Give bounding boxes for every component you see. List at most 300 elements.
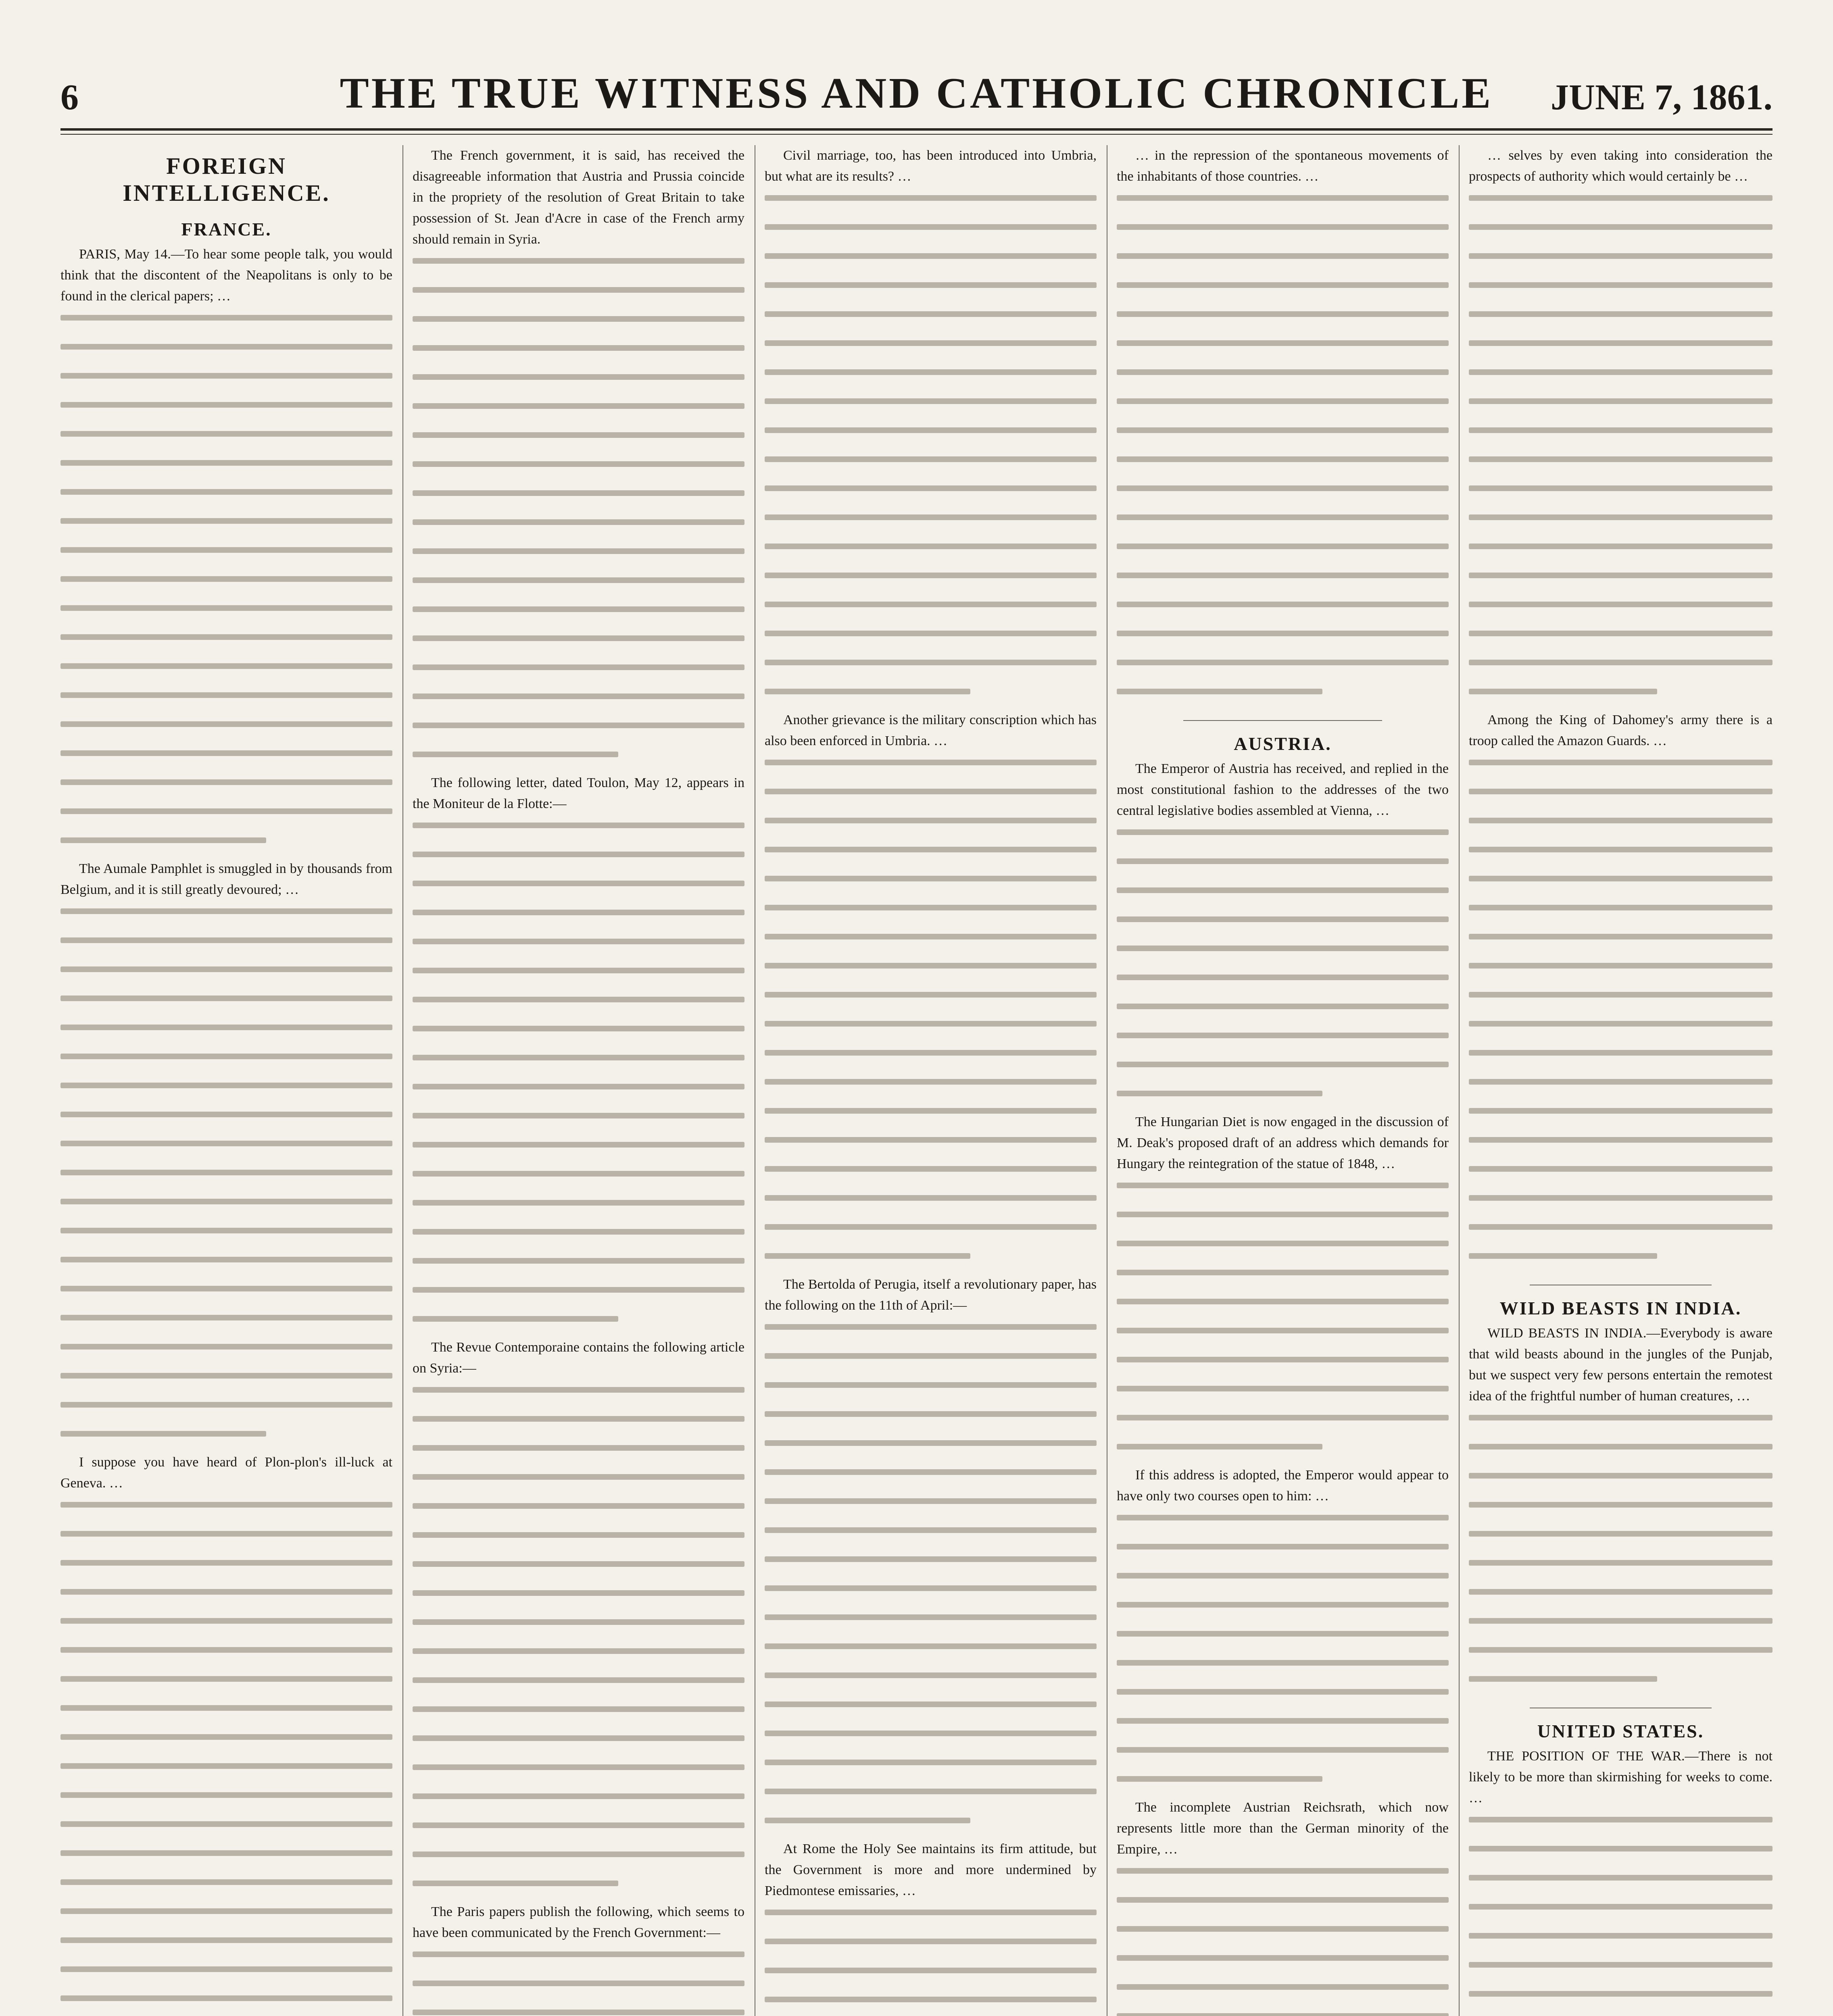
text-line-placeholder bbox=[413, 968, 744, 989]
text-line-placeholder bbox=[1117, 1241, 1449, 1262]
text-line-placeholder bbox=[765, 485, 1097, 506]
text-line-placeholder bbox=[1117, 1091, 1449, 1112]
text-line-placeholder bbox=[60, 692, 392, 713]
column-1 bbox=[60, 145, 392, 2016]
text-line-placeholder bbox=[60, 634, 392, 655]
text-line-placeholder bbox=[765, 1166, 1097, 1187]
page-number: 6 bbox=[60, 77, 79, 117]
article-paragraph: WILD BEASTS IN INDIA.—Everybody is aware that wild beasts abound in the jungles of the Punjab, but we suspect very few persons entertain the remotest idea of the frightful number of human creatures, … bbox=[1469, 1326, 1773, 1404]
text-line-placeholder bbox=[1469, 456, 1773, 477]
text-line-placeholder bbox=[765, 1643, 1097, 1664]
text-line-placeholder bbox=[1117, 2013, 1449, 2016]
text-line-placeholder bbox=[765, 456, 1097, 477]
column-divider bbox=[402, 145, 403, 2016]
text-line-placeholder bbox=[413, 1619, 744, 1640]
text-line-placeholder bbox=[413, 1764, 744, 1785]
text-line-placeholder bbox=[765, 602, 1097, 623]
text-line-placeholder bbox=[1117, 1689, 1449, 1710]
text-line-placeholder bbox=[60, 808, 392, 829]
text-line-placeholder bbox=[1117, 456, 1449, 477]
text-line-placeholder bbox=[1469, 1166, 1773, 1187]
text-line-placeholder bbox=[1469, 760, 1773, 781]
text-line-placeholder bbox=[413, 694, 744, 714]
text-line-placeholder bbox=[1469, 485, 1773, 506]
text-line-placeholder bbox=[1469, 1817, 1773, 1838]
text-line-placeholder bbox=[60, 315, 392, 336]
text-line-placeholder bbox=[1117, 916, 1449, 937]
text-line-placeholder bbox=[1469, 992, 1773, 1013]
text-line-placeholder bbox=[60, 1502, 392, 1523]
text-line-placeholder bbox=[413, 1503, 744, 1524]
text-line-placeholder bbox=[765, 1440, 1097, 1461]
text-line-placeholder bbox=[765, 1672, 1097, 1693]
text-line-placeholder bbox=[1469, 660, 1773, 681]
text-line-placeholder bbox=[413, 1171, 744, 1192]
text-line-placeholder bbox=[1117, 544, 1449, 564]
text-line-placeholder bbox=[1469, 1991, 1773, 2012]
text-line-placeholder bbox=[765, 818, 1097, 839]
text-line-placeholder bbox=[413, 258, 744, 279]
column-2 bbox=[413, 145, 744, 2016]
text-line-placeholder bbox=[1469, 1962, 1773, 1983]
text-line-placeholder bbox=[765, 660, 1097, 681]
text-line-placeholder bbox=[1117, 1897, 1449, 1918]
text-line-placeholder bbox=[765, 963, 1097, 984]
text-line-placeholder bbox=[60, 1966, 392, 1987]
text-line-placeholder bbox=[1469, 224, 1773, 245]
text-line-placeholder bbox=[60, 966, 392, 987]
text-line-placeholder bbox=[765, 1498, 1097, 1519]
text-line-placeholder bbox=[413, 1229, 744, 1250]
text-line-placeholder bbox=[1469, 1444, 1773, 1465]
text-line-placeholder bbox=[60, 1344, 392, 1365]
text-line-placeholder bbox=[413, 461, 744, 482]
text-line-placeholder bbox=[1117, 1415, 1449, 1436]
text-line-placeholder bbox=[765, 427, 1097, 448]
text-line-placeholder bbox=[1117, 1270, 1449, 1291]
text-line-placeholder bbox=[1469, 1875, 1773, 1896]
text-line-placeholder bbox=[1117, 340, 1449, 361]
column-5 bbox=[1469, 145, 1773, 2016]
text-line-placeholder bbox=[1469, 1253, 1773, 1274]
text-line-placeholder bbox=[1117, 1955, 1449, 1976]
text-line-placeholder bbox=[765, 1224, 1097, 1245]
text-line-placeholder bbox=[413, 1706, 744, 1727]
text-line-placeholder bbox=[413, 606, 744, 627]
text-line-placeholder bbox=[1117, 1776, 1449, 1797]
text-line-placeholder bbox=[60, 1705, 392, 1726]
text-line-placeholder bbox=[1117, 253, 1449, 274]
article-paragraph: The Emperor of Austria has received, and replied in the most constitutional fashion to the addresses of the two central legislative bodies assembled at Vienna, … bbox=[1117, 761, 1449, 818]
text-line-placeholder bbox=[1117, 485, 1449, 506]
text-line-placeholder bbox=[60, 518, 392, 539]
text-line-placeholder bbox=[413, 1287, 744, 1308]
text-line-placeholder bbox=[1469, 602, 1773, 623]
text-line-placeholder bbox=[1469, 1050, 1773, 1071]
text-line-placeholder bbox=[1117, 224, 1449, 245]
text-line-placeholder bbox=[765, 789, 1097, 810]
text-line-placeholder bbox=[413, 519, 744, 540]
text-line-placeholder bbox=[60, 605, 392, 626]
text-line-placeholder bbox=[1469, 369, 1773, 390]
article-paragraph: I suppose you have heard of Plon-plon's ill-luck at Geneva. … bbox=[60, 1455, 392, 1491]
text-line-placeholder bbox=[1117, 311, 1449, 332]
text-line-placeholder bbox=[60, 576, 392, 597]
text-line-placeholder bbox=[60, 1286, 392, 1307]
text-line-placeholder bbox=[1117, 1602, 1449, 1623]
text-line-placeholder bbox=[60, 1199, 392, 1220]
text-line-placeholder bbox=[413, 548, 744, 569]
text-line-placeholder bbox=[1117, 1328, 1449, 1349]
text-line-placeholder bbox=[60, 489, 392, 510]
text-line-placeholder bbox=[413, 1590, 744, 1611]
text-line-placeholder bbox=[1469, 934, 1773, 955]
text-line-placeholder bbox=[1469, 253, 1773, 274]
text-line-placeholder bbox=[413, 664, 744, 685]
text-line-placeholder bbox=[1117, 1926, 1449, 1947]
text-line-placeholder bbox=[60, 1618, 392, 1639]
text-line-placeholder bbox=[60, 1647, 392, 1668]
text-line-placeholder bbox=[413, 1648, 744, 1669]
text-line-placeholder bbox=[1117, 369, 1449, 390]
text-line-placeholder bbox=[413, 287, 744, 308]
text-line-placeholder bbox=[1117, 514, 1449, 535]
text-line-placeholder bbox=[1469, 1415, 1773, 1436]
text-line-placeholder bbox=[413, 1677, 744, 1698]
text-line-placeholder bbox=[765, 573, 1097, 594]
subsection-heading: FRANCE. bbox=[181, 219, 272, 240]
text-line-placeholder bbox=[413, 1142, 744, 1163]
article-paragraph: The Hungarian Diet is now engaged in the discussion of M. Deak's proposed draft of an address which demands for Hungary the reintegration of the statue of 1848, … bbox=[1117, 1114, 1449, 1171]
text-line-placeholder bbox=[60, 1315, 392, 1336]
text-line-placeholder bbox=[60, 721, 392, 742]
text-line-placeholder bbox=[1469, 1137, 1773, 1158]
text-line-placeholder bbox=[1117, 1357, 1449, 1378]
text-line-placeholder bbox=[1117, 946, 1449, 966]
text-line-placeholder bbox=[60, 1676, 392, 1697]
text-line-placeholder bbox=[765, 876, 1097, 897]
text-line-placeholder bbox=[1469, 963, 1773, 984]
text-line-placeholder bbox=[60, 779, 392, 800]
text-line-placeholder bbox=[765, 1021, 1097, 1042]
text-line-placeholder bbox=[765, 760, 1097, 781]
text-line-placeholder bbox=[765, 847, 1097, 868]
text-line-placeholder bbox=[413, 997, 744, 1018]
text-line-placeholder bbox=[765, 1079, 1097, 1100]
article-paragraph: The Revue Contemporaine contains the following article on Syria:— bbox=[413, 1340, 744, 1376]
text-line-placeholder bbox=[60, 937, 392, 958]
text-line-placeholder bbox=[765, 1050, 1097, 1071]
text-line-placeholder bbox=[1117, 398, 1449, 419]
article-paragraph: The incomplete Austrian Reichsrath, which now represents little more than the German minority of the Empire, … bbox=[1117, 1800, 1449, 1857]
column-3 bbox=[765, 145, 1097, 2016]
text-line-placeholder bbox=[1117, 1660, 1449, 1681]
text-line-placeholder bbox=[1469, 1531, 1773, 1552]
text-line-placeholder bbox=[413, 1316, 744, 1337]
text-line-placeholder bbox=[413, 1084, 744, 1105]
text-line-placeholder bbox=[60, 431, 392, 452]
text-line-placeholder bbox=[1469, 818, 1773, 839]
article-paragraph: Among the King of Dahomey's army there is a troop called the Amazon Guards. … bbox=[1469, 712, 1773, 748]
text-line-placeholder bbox=[60, 1054, 392, 1075]
text-line-placeholder bbox=[1469, 427, 1773, 448]
text-line-placeholder bbox=[60, 1937, 392, 1958]
text-line-placeholder bbox=[413, 1735, 744, 1756]
text-line-placeholder bbox=[60, 1257, 392, 1278]
text-line-placeholder bbox=[765, 1818, 1097, 1839]
text-line-placeholder bbox=[1117, 1515, 1449, 1536]
text-line-placeholder bbox=[1469, 544, 1773, 564]
text-line-placeholder bbox=[1117, 1718, 1449, 1739]
text-line-placeholder bbox=[1469, 789, 1773, 810]
text-line-placeholder bbox=[60, 402, 392, 423]
text-line-placeholder bbox=[1469, 1195, 1773, 1216]
article-paragraph: The Paris papers publish the following, which seems to have been communicated by the French Government:— bbox=[413, 1904, 744, 1940]
masthead-rule bbox=[60, 128, 1773, 131]
article-paragraph: THE POSITION OF THE WAR.—There is not likely to be more than skirmishing for weeks to come. … bbox=[1469, 1749, 1773, 1806]
text-line-placeholder bbox=[765, 1382, 1097, 1403]
text-line-placeholder bbox=[1117, 1033, 1449, 1054]
text-line-placeholder bbox=[765, 1968, 1097, 1989]
text-line-placeholder bbox=[765, 1353, 1097, 1374]
masthead-rule-thin bbox=[60, 134, 1773, 135]
text-line-placeholder bbox=[1469, 905, 1773, 926]
text-line-placeholder bbox=[765, 905, 1097, 926]
text-line-placeholder bbox=[765, 514, 1097, 535]
text-line-placeholder bbox=[1117, 1573, 1449, 1594]
text-line-placeholder bbox=[413, 1200, 744, 1221]
text-line-placeholder bbox=[60, 1821, 392, 1842]
text-line-placeholder bbox=[1117, 1386, 1449, 1407]
text-line-placeholder bbox=[60, 547, 392, 568]
text-line-placeholder bbox=[765, 1556, 1097, 1577]
text-line-placeholder bbox=[1469, 876, 1773, 897]
text-line-placeholder bbox=[60, 460, 392, 481]
text-line-placeholder bbox=[1469, 689, 1773, 710]
text-line-placeholder bbox=[413, 852, 744, 873]
text-line-placeholder bbox=[413, 939, 744, 960]
text-line-placeholder bbox=[60, 996, 392, 1016]
section-heading: FOREIGN INTELLIGENCE. bbox=[123, 153, 330, 206]
text-line-placeholder bbox=[60, 1373, 392, 1394]
text-line-placeholder bbox=[1469, 631, 1773, 652]
article-columns bbox=[60, 145, 1773, 2016]
text-line-placeholder bbox=[60, 663, 392, 684]
article-paragraph: PARIS, May 14.—To hear some people talk, you would think that the discontent of the Neapolitans is only to be found in the clerical papers; … bbox=[60, 247, 392, 304]
text-line-placeholder bbox=[765, 195, 1097, 216]
text-line-placeholder bbox=[60, 1734, 392, 1755]
text-line-placeholder bbox=[765, 992, 1097, 1013]
text-line-placeholder bbox=[1469, 1560, 1773, 1581]
article-paragraph: Another grievance is the military conscription which has also been enforced in Umbria. … bbox=[765, 712, 1097, 748]
text-line-placeholder bbox=[1469, 1108, 1773, 1129]
text-line-placeholder bbox=[413, 752, 744, 773]
text-line-placeholder bbox=[413, 1445, 744, 1466]
text-line-placeholder bbox=[413, 345, 744, 366]
article-paragraph: The Aumale Pamphlet is smuggled in by thousands from Belgium, and it is still greatly devoured; … bbox=[60, 861, 392, 897]
text-line-placeholder bbox=[413, 1258, 744, 1279]
text-line-placeholder bbox=[1117, 1062, 1449, 1083]
text-line-placeholder bbox=[413, 1851, 744, 1872]
text-line-placeholder bbox=[765, 1789, 1097, 1810]
text-line-placeholder bbox=[413, 1822, 744, 1843]
text-line-placeholder bbox=[765, 1585, 1097, 1606]
text-line-placeholder bbox=[413, 823, 744, 843]
text-line-placeholder bbox=[765, 1910, 1097, 1931]
text-line-placeholder bbox=[1469, 514, 1773, 535]
text-line-placeholder bbox=[60, 1908, 392, 1929]
text-line-placeholder bbox=[1469, 847, 1773, 868]
text-line-placeholder bbox=[1117, 858, 1449, 879]
text-line-placeholder bbox=[60, 1560, 392, 1581]
text-line-placeholder bbox=[413, 1113, 744, 1134]
column-divider bbox=[1459, 145, 1460, 2016]
text-line-placeholder bbox=[1117, 975, 1449, 996]
text-line-placeholder bbox=[1469, 1618, 1773, 1639]
text-line-placeholder bbox=[60, 1763, 392, 1784]
text-line-placeholder bbox=[413, 403, 744, 424]
text-line-placeholder bbox=[765, 1614, 1097, 1635]
text-line-placeholder bbox=[413, 374, 744, 395]
text-line-placeholder bbox=[1117, 282, 1449, 303]
text-line-placeholder bbox=[765, 282, 1097, 303]
text-line-placeholder bbox=[60, 1850, 392, 1871]
text-line-placeholder bbox=[1469, 1473, 1773, 1494]
text-line-placeholder bbox=[60, 1879, 392, 1900]
text-line-placeholder bbox=[60, 1995, 392, 2016]
text-line-placeholder bbox=[765, 1702, 1097, 1722]
text-line-placeholder bbox=[1117, 887, 1449, 908]
text-line-placeholder bbox=[413, 1532, 744, 1553]
text-line-placeholder bbox=[1469, 398, 1773, 419]
text-line-placeholder bbox=[765, 398, 1097, 419]
article-paragraph: … selves by even taking into consideration the prospects of authority which would certainly be … bbox=[1469, 148, 1773, 184]
text-line-placeholder bbox=[1117, 1212, 1449, 1233]
text-line-placeholder bbox=[60, 1170, 392, 1191]
text-line-placeholder bbox=[1469, 282, 1773, 303]
text-line-placeholder bbox=[1117, 573, 1449, 594]
text-line-placeholder bbox=[413, 910, 744, 931]
text-line-placeholder bbox=[413, 1026, 744, 1047]
text-line-placeholder bbox=[765, 1253, 1097, 1274]
text-line-placeholder bbox=[1469, 311, 1773, 332]
text-line-placeholder bbox=[1469, 1846, 1773, 1867]
article-paragraph: Civil marriage, too, has been introduced into Umbria, but what are its results? … bbox=[765, 148, 1097, 184]
text-line-placeholder bbox=[60, 1228, 392, 1249]
text-line-placeholder bbox=[765, 1527, 1097, 1548]
text-line-placeholder bbox=[60, 1792, 392, 1813]
text-line-placeholder bbox=[1117, 1299, 1449, 1320]
text-line-placeholder bbox=[765, 631, 1097, 652]
text-line-placeholder bbox=[60, 1025, 392, 1045]
text-line-placeholder bbox=[1469, 1502, 1773, 1523]
text-line-placeholder bbox=[60, 750, 392, 771]
text-line-placeholder bbox=[413, 723, 744, 744]
text-line-placeholder bbox=[765, 689, 1097, 710]
text-line-placeholder bbox=[1117, 1544, 1449, 1565]
column-4 bbox=[1117, 145, 1449, 2016]
text-line-placeholder bbox=[60, 373, 392, 394]
text-line-placeholder bbox=[1469, 1079, 1773, 1100]
text-line-placeholder bbox=[60, 837, 392, 858]
text-line-placeholder bbox=[413, 432, 744, 453]
article-paragraph: If this address is adopted, the Emperor would appear to have only two courses open to him: … bbox=[1117, 1468, 1449, 1504]
text-line-placeholder bbox=[765, 1411, 1097, 1432]
text-line-placeholder bbox=[1117, 1004, 1449, 1025]
text-line-placeholder bbox=[413, 635, 744, 656]
text-line-placeholder bbox=[60, 1083, 392, 1104]
text-line-placeholder bbox=[413, 1387, 744, 1408]
text-line-placeholder bbox=[60, 344, 392, 365]
text-line-placeholder bbox=[1469, 573, 1773, 594]
text-line-placeholder bbox=[413, 881, 744, 902]
text-line-placeholder bbox=[1469, 1647, 1773, 1668]
text-line-placeholder bbox=[1469, 1904, 1773, 1925]
text-line-placeholder bbox=[1117, 1631, 1449, 1652]
article-paragraph: The French government, it is said, has received the disagreeable information that Austria and Prussia coincide in the propriety of the resolution of Great Britain to take possession of St. Jean d'Acre in case of the French army should remain in Syria. bbox=[413, 148, 744, 247]
text-line-placeholder bbox=[60, 1402, 392, 1423]
text-line-placeholder bbox=[413, 2010, 744, 2016]
text-line-placeholder bbox=[413, 316, 744, 337]
text-line-placeholder bbox=[765, 369, 1097, 390]
text-line-placeholder bbox=[765, 1731, 1097, 1752]
text-line-placeholder bbox=[1117, 1984, 1449, 2005]
text-line-placeholder bbox=[60, 1531, 392, 1552]
text-line-placeholder bbox=[60, 1431, 392, 1452]
subsection-heading: UNITED STATES. bbox=[1537, 1721, 1704, 1741]
text-line-placeholder bbox=[765, 311, 1097, 332]
text-line-placeholder bbox=[413, 1981, 744, 2001]
text-line-placeholder bbox=[1117, 195, 1449, 216]
text-line-placeholder bbox=[765, 934, 1097, 955]
subsection-heading: AUSTRIA. bbox=[1234, 733, 1332, 754]
text-line-placeholder bbox=[1117, 1747, 1449, 1768]
text-line-placeholder bbox=[1469, 1933, 1773, 1954]
text-line-placeholder bbox=[765, 253, 1097, 274]
text-line-placeholder bbox=[60, 1141, 392, 1162]
text-line-placeholder bbox=[1117, 1183, 1449, 1204]
text-line-placeholder bbox=[1469, 195, 1773, 216]
text-line-placeholder bbox=[765, 1324, 1097, 1345]
text-line-placeholder bbox=[60, 1112, 392, 1133]
article-paragraph: At Rome the Holy See maintains its firm attitude, but the Government is more and more undermined by Piedmontese emissaries, … bbox=[765, 1841, 1097, 1898]
text-line-placeholder bbox=[1117, 660, 1449, 681]
text-line-placeholder bbox=[1117, 427, 1449, 448]
text-line-placeholder bbox=[413, 1474, 744, 1495]
text-line-placeholder bbox=[1117, 689, 1449, 710]
masthead bbox=[60, 60, 1773, 121]
text-line-placeholder bbox=[1117, 1868, 1449, 1889]
text-line-placeholder bbox=[1117, 829, 1449, 850]
text-line-placeholder bbox=[1469, 1021, 1773, 1042]
article-paragraph: The Bertolda of Perugia, itself a revolutionary paper, has the following on the 11th of April:— bbox=[765, 1277, 1097, 1313]
issue-date: JUNE 7, 1861. bbox=[1550, 77, 1773, 117]
text-line-placeholder bbox=[413, 490, 744, 511]
text-line-placeholder bbox=[1469, 1589, 1773, 1610]
article-paragraph: The following letter, dated Toulon, May 12, appears in the Moniteur de la Flotte:— bbox=[413, 775, 744, 811]
text-line-placeholder bbox=[60, 908, 392, 929]
text-line-placeholder bbox=[413, 577, 744, 598]
text-line-placeholder bbox=[413, 1561, 744, 1582]
article-paragraph: … in the repression of the spontaneous movements of the inhabitants of those countries. … bbox=[1117, 148, 1449, 184]
text-line-placeholder bbox=[1469, 340, 1773, 361]
text-line-placeholder bbox=[413, 1881, 744, 1901]
text-line-placeholder bbox=[765, 340, 1097, 361]
newspaper-title: THE TRUE WITNESS AND CATHOLIC CHRONICLE bbox=[340, 69, 1493, 117]
text-line-placeholder bbox=[413, 1416, 744, 1437]
text-line-placeholder bbox=[1117, 602, 1449, 623]
text-line-placeholder bbox=[765, 1997, 1097, 2016]
